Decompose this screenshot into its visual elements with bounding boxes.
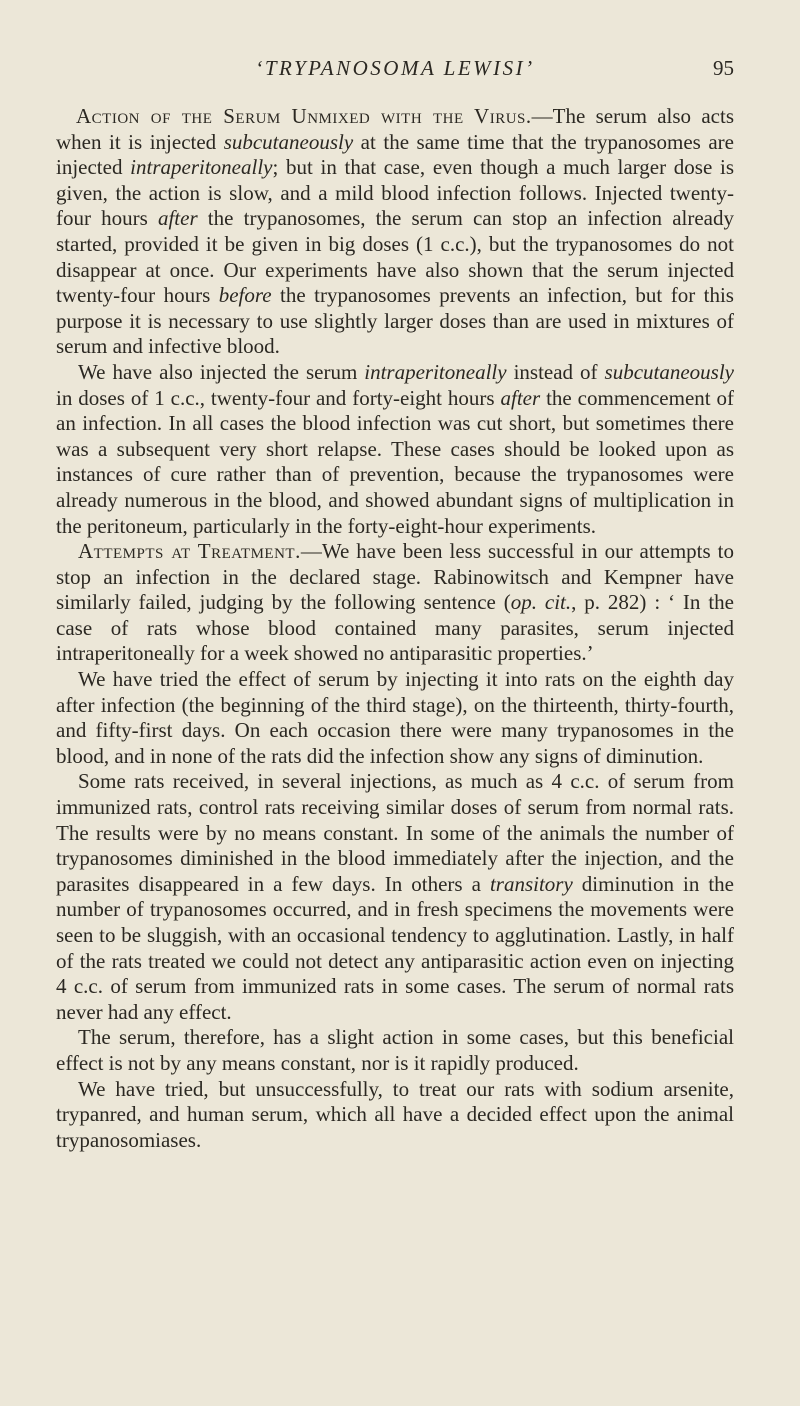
italic-text: intraperitoneally [364, 359, 507, 384]
paragraph [56, 360, 734, 539]
page-number: 95 [713, 56, 734, 80]
running-head [56, 56, 734, 90]
text-run: the commencement of an infection. In all cases the blood infection was cut short, but sometimes there was a subsequent very short relapse. These cases should be looked upon as instances of cure rather than of prevention, because the trypanosomes were already numerous in the blood, and showed abundant signs of multiplication in the peritoneum, particularly in the forty-eight-hour experiments. [56, 385, 735, 538]
italic-text: after [500, 385, 541, 410]
italic-text: after [157, 206, 198, 231]
text-run: We have also injected the serum [78, 359, 365, 384]
paragraph [56, 1077, 734, 1154]
italic-text: transitory [489, 871, 573, 896]
text-run: diminution in the number of trypanosomes occurred, and in fresh specimens the movements were seen to be sluggish, with an occasional tendency to agglutination. Lastly, in half of the rats treated we could not detect any antiparasitic action even on injecting 4 c.c. of serum from immunized rats in some cases. The serum of normal rats never had any effect. [56, 871, 734, 1024]
italic-text: subcutaneously [604, 359, 734, 384]
text-run: —The serum also acts when it is injected [56, 104, 734, 154]
text-run: Some rats received, in several injections, as much as 4 c.c. of serum from immunized rats, control rats receiving similar doses of serum from normal rats. The results were by no means constant. In some of the animals the number of trypanosomes diminished in the blood immediately after the injection, and the parasites disappeared in a few days. In others a [56, 769, 734, 896]
text-run: instead of [506, 359, 605, 384]
text-run: in doses of 1 c.c., twenty-four and forty-eight hours [56, 385, 501, 410]
body-text [56, 104, 734, 1153]
paragraph [56, 1025, 734, 1076]
italic-text: before [218, 283, 272, 308]
running-title: ‘TRYPANOSOMA LEWISI’ [255, 56, 535, 80]
text-run: ; but in that case, even though a much larger dose is given, the action is slow, and a mild blood infection follows. Injected twenty-four hours [56, 155, 734, 231]
text-run: the trypanosomes prevents an infection, but for this purpose it is necessary to use slightly larger doses than are used in mixtures of serum and infective blood. [56, 283, 734, 359]
section-heading: Attempts at Treatment. [78, 539, 301, 564]
italic-text: intraperitoneally [130, 155, 273, 180]
section-heading: Action of the Serum Unmixed with the Virus. [76, 104, 532, 128]
italic-text: op. cit. [510, 590, 572, 615]
text-run: The serum, therefore, has a slight action in some cases, but this beneficial effect is not by any means constant, nor is it rapidly produced. [56, 1025, 734, 1075]
paragraph [56, 667, 734, 769]
text-run: —We have been less successful in our attempts to stop an infection in the declared stage. Rabinowitsch and Kempner have similarly failed, judging by the following sentence ( [56, 539, 734, 615]
text-run: at the same time that the trypanosomes are injected [56, 129, 734, 180]
paragraph [56, 769, 734, 1025]
text-run: We have tried, but unsuccessfully, to treat our rats with sodium arsenite, trypanred, and human serum, which all have a decided effect upon the animal trypanosomiases. [56, 1076, 734, 1152]
text-run: the trypanosomes, the serum can stop an infection already started, provided it be given in big doses (1 c.c.), but the trypanosomes do not disappear at once. Our experiments have also shown that the serum injected twenty-four hours [56, 206, 734, 308]
paragraph [56, 104, 734, 360]
italic-text: subcutaneously [223, 129, 354, 154]
text-run: , p. 282) : ‘ In the case of rats whose blood contained many parasites, serum injected intraperitoneally for a week showed no antiparasitic properties.’ [56, 590, 734, 666]
text-run: We have tried the effect of serum by injecting it into rats on the eighth day after infection (the beginning of the third stage), on the thirteenth, thirty-fourth, and fifty-first days. On each occasion there were many trypanosomes in the blood, and in none of the rats did the infection show any signs of diminution. [56, 667, 734, 768]
paragraph [56, 539, 734, 667]
